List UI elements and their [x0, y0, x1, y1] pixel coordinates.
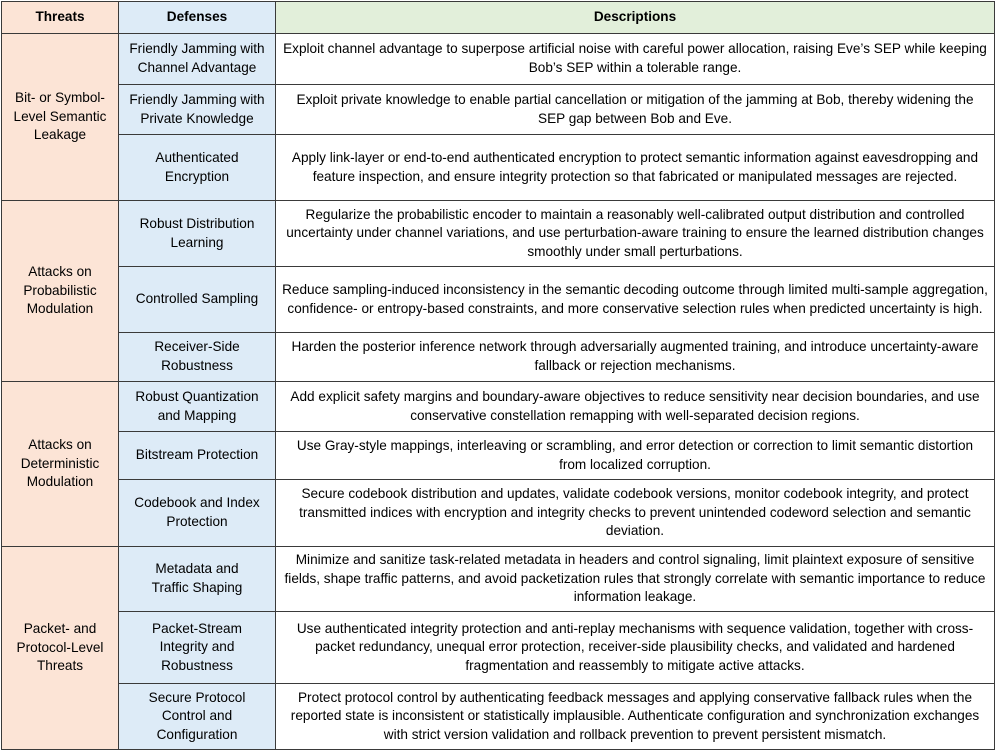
- defense-cell: Receiver-Side Robustness: [119, 333, 276, 382]
- table-row: [2, 135, 995, 201]
- description-cell: Reduce sampling-induced inconsistency in the semantic decoding outcome through limited multi-sample aggregation, confidence- or entropy-based constraints, and more conservative selection rules when predicted uncertainty is high.: [276, 267, 995, 333]
- header-defenses: Defenses: [119, 2, 276, 34]
- defense-cell: Packet-Stream Integrity and Robustness: [119, 612, 276, 684]
- description-cell: Minimize and sanitize task-related metadata in headers and control signaling, limit plaintext exposure of sensitive fields, shape traffic patterns, and avoid packetization rules that strongly correlate with semantic importance to reduce information leakage.: [276, 547, 995, 612]
- header-threats: Threats: [2, 2, 119, 34]
- description-cell: Exploit channel advantage to superpose artificial noise with careful power allocation, raising Eve’s SEP while keeping Bob’s SEP within a tolerable range.: [276, 34, 995, 85]
- description-cell: Secure codebook distribution and updates, validate codebook versions, monitor codebook integrity, and protect transmitted indices with encryption and integrity checks to prevent unintended codeword selection and semantic deviation.: [276, 480, 995, 547]
- threat-cell: Attacks on Probabilistic Modulation: [2, 201, 119, 382]
- header-descriptions: Descriptions: [276, 2, 995, 34]
- defense-cell: Bitstream Protection: [119, 432, 276, 480]
- defense-cell: Robust Quantization and Mapping: [119, 382, 276, 432]
- defense-cell: Robust Distribution Learning: [119, 201, 276, 267]
- description-cell: Add explicit safety margins and boundary-aware objectives to reduce sensitivity near decision boundaries, and use conservative constellation remapping with well-separated decision regions.: [276, 382, 995, 432]
- table-row: [2, 201, 995, 267]
- header-row: [2, 2, 995, 34]
- threat-cell: Packet- and Protocol-Level Threats: [2, 547, 119, 750]
- defense-cell: Friendly Jamming with Channel Advantage: [119, 34, 276, 85]
- table-row: [2, 480, 995, 547]
- defense-cell: Metadata and Traffic Shaping: [119, 547, 276, 612]
- table-row: [2, 684, 995, 750]
- table-row: [2, 432, 995, 480]
- table-row: [2, 267, 995, 333]
- threat-cell: Attacks on Deterministic Modulation: [2, 382, 119, 547]
- description-cell: Use Gray-style mappings, interleaving or scrambling, and error detection or correction to limit semantic distortion from localized corruption.: [276, 432, 995, 480]
- description-cell: Regularize the probabilistic encoder to maintain a reasonably well-calibrated output distribution and controlled uncertainty under channel variations, and use perturbation-aware training to ensure the learned distribution changes smoothly under small perturbations.: [276, 201, 995, 267]
- description-cell: Exploit private knowledge to enable partial cancellation or mitigation of the jamming at Bob, thereby widening the SEP gap between Bob and Eve.: [276, 85, 995, 135]
- threats-defenses-table: [1, 1, 995, 750]
- defense-cell: Friendly Jamming with Private Knowledge: [119, 85, 276, 135]
- description-cell: Harden the posterior inference network through adversarially augmented training, and introduce uncertainty-aware fallback or rejection mechanisms.: [276, 333, 995, 382]
- defense-cell: Authenticated Encryption: [119, 135, 276, 201]
- table-row: [2, 547, 995, 612]
- description-cell: Apply link-layer or end-to-end authenticated encryption to protect semantic information against eavesdropping and feature inspection, and ensure integrity protection so that fabricated or manipulated messages are rejected.: [276, 135, 995, 201]
- defense-cell: Controlled Sampling: [119, 267, 276, 333]
- defense-cell: Codebook and Index Protection: [119, 480, 276, 547]
- table-row: [2, 85, 995, 135]
- table-row: [2, 612, 995, 684]
- description-cell: Protect protocol control by authenticating feedback messages and applying conservative fallback rules when the reported state is inconsistent or statistically implausible. Authenticate configuration and synchronization exchanges with strict version validation and rollback prevention to prevent persistent mismatch.: [276, 684, 995, 750]
- table-row: [2, 333, 995, 382]
- table-row: [2, 34, 995, 85]
- description-cell: Use authenticated integrity protection and anti-replay mechanisms with sequence validation, together with cross-packet redundancy, unequal error protection, receiver-side plausibility checks, and validated and hardened fragmentation and reassembly to mitigate active attacks.: [276, 612, 995, 684]
- table-row: [2, 382, 995, 432]
- threat-cell: Bit- or Symbol-Level Semantic Leakage: [2, 34, 119, 201]
- defense-cell: Secure Protocol Control and Configuration: [119, 684, 276, 750]
